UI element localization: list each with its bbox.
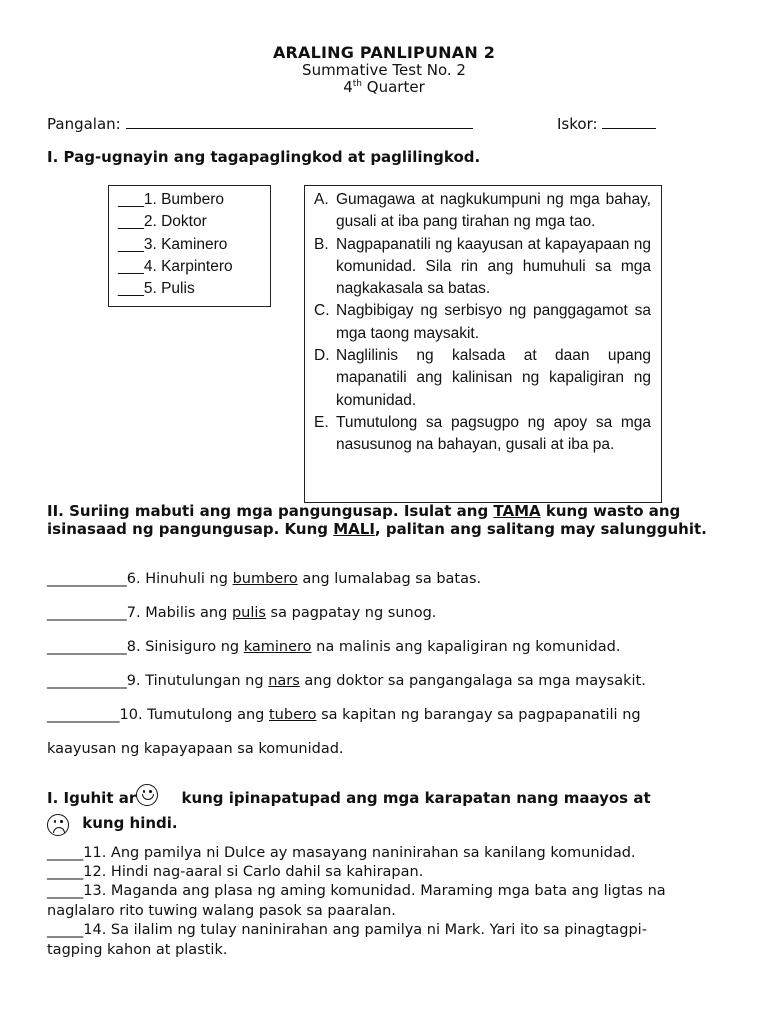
choice-text: Nagbibigay ng serbisyo ng panggagamot sa mga taong maysakit. xyxy=(336,302,651,342)
section2-heading xyxy=(47,503,719,538)
question-text: 10. Tumutulong ang xyxy=(119,707,269,723)
quarter-suffix: th xyxy=(352,79,363,89)
left-item: ___5. Pulis xyxy=(118,280,195,298)
question-13: _____13. Maganda ang plasa ng aming komunidad. Maraming mga bata ang ligtas na xyxy=(47,883,666,899)
underlined-word: nars xyxy=(268,673,300,689)
sad-face-icon xyxy=(47,814,69,836)
choice-letter: D. xyxy=(314,347,330,365)
choice-letter: C. xyxy=(314,302,330,320)
choice-text: Gumagawa at nagkukumpuni ng mga bahay, gusali at iba pang tirahan ng mga tao. xyxy=(336,191,651,231)
mali-word: MALI xyxy=(333,519,375,538)
choice-e xyxy=(314,412,651,457)
answer-blank[interactable]: ___________ xyxy=(47,571,127,587)
question-text: 9. Tinutulungan ng xyxy=(126,673,269,689)
question-text: ang doktor sa pangangalaga sa mga maysakit. xyxy=(299,673,646,689)
left-item: ___1. Bumbero xyxy=(118,191,224,208)
question-text: 7. Mabilis ang xyxy=(126,605,232,621)
answer-blank[interactable]: ___________ xyxy=(47,673,127,689)
section2-heading-a: II. Suriing mabuti ang mga pangungusap. Isulat ang xyxy=(47,502,494,520)
name-field[interactable] xyxy=(126,114,473,129)
section3-heading-b: kung ipinapatupad ang mga karapatan nang maayos at xyxy=(181,789,651,807)
section2-heading-b: kung wasto ang isinasaad ng pangungusap. Kung xyxy=(47,502,681,538)
question-text: na malinis ang kapaligiran ng komunidad. xyxy=(311,639,621,655)
page-title: ARALING PANLIPUNAN 2 xyxy=(272,43,496,62)
question-text: 8. Sinisiguro ng xyxy=(126,639,244,655)
matching-right-box xyxy=(304,185,662,503)
choice-b xyxy=(314,234,651,301)
question-13-continued: naglalaro rito tuwing walang pasok sa paaralan. xyxy=(47,903,396,919)
underlined-word: kaminero xyxy=(243,639,312,655)
quarter-word: Quarter xyxy=(366,78,425,96)
question-10 xyxy=(47,707,641,723)
question-14-continued: tagping kahon at plastik. xyxy=(47,942,228,958)
choice-letter: B. xyxy=(314,235,329,253)
choice-text: Naglilinis ng kalsada at daan upang mapanatili ang kalinisan ng kapaligiran ng komunidad. xyxy=(336,347,651,409)
underlined-word: tubero xyxy=(269,707,317,723)
name-label: Pangalan: xyxy=(47,115,121,133)
question-10-continued: kaayusan ng kapayapaan sa komunidad. xyxy=(47,741,344,757)
left-item: ___4. Karpintero xyxy=(118,257,233,275)
question-text: ang lumalabag sa batas. xyxy=(297,571,482,587)
question-8 xyxy=(47,639,620,655)
underlined-word: pulis xyxy=(231,605,266,621)
section1-heading: I. Pag-ugnayin ang tagapaglingkod at paglilingkod. xyxy=(47,148,481,166)
choice-letter: E. xyxy=(314,413,329,431)
section3-heading-line2 xyxy=(47,810,178,836)
choice-letter: A. xyxy=(314,191,329,208)
name-row xyxy=(47,114,473,133)
choice-a xyxy=(314,189,651,234)
section2-heading-c: , palitan ang salitang may salungguhit. xyxy=(374,519,707,538)
quarter-number: 4 xyxy=(343,78,353,96)
section3-heading-a: I. Iguhit ar xyxy=(47,789,137,807)
score-field[interactable] xyxy=(602,114,656,129)
question-9 xyxy=(47,673,646,689)
section3-heading xyxy=(47,789,651,807)
choice-d xyxy=(314,345,651,412)
quarter-line xyxy=(0,78,768,96)
score-label: Iskor: xyxy=(557,115,598,133)
question-text: 6. Hinuhuli ng xyxy=(126,571,233,587)
left-item: ___3. Kaminero xyxy=(118,235,228,253)
question-6 xyxy=(47,571,481,587)
choice-c xyxy=(314,300,651,345)
answer-blank[interactable]: ___________ xyxy=(47,605,127,621)
smiley-face-icon xyxy=(136,784,158,806)
question-7 xyxy=(47,605,436,621)
subtitle: Summative Test No. 2 xyxy=(302,61,466,79)
score-row xyxy=(557,114,656,133)
question-12: _____12. Hindi nag-aaral si Carlo dahil sa kahirapan. xyxy=(47,864,424,880)
choice-text: Tumutulong sa pagsugpo ng apoy sa mga nasusunog na bahayan, gusali at iba pa. xyxy=(336,413,651,454)
question-text: sa pagpatay ng sunog. xyxy=(265,605,437,621)
question-14: _____14. Sa ilalim ng tulay naninirahan ang pamilya ni Mark. Yari ito sa pinagtagpi- xyxy=(47,922,647,938)
choice-text: Nagpapanatili ng kaayusan at kapayapaan ng komunidad. Sila rin ang humuhuli sa mga nagkakasala sa batas. xyxy=(336,235,651,298)
left-item: ___2. Doktor xyxy=(118,213,207,231)
question-text: sa kapitan ng barangay sa pagpapanatili ng xyxy=(316,707,641,723)
question-11: _____11. Ang pamilya ni Dulce ay masayang naninirahan sa kanilang komunidad. xyxy=(47,845,636,861)
underlined-word: bumbero xyxy=(232,571,298,587)
answer-blank[interactable]: __________ xyxy=(47,707,120,723)
matching-left-box xyxy=(108,185,271,307)
answer-blank[interactable]: ___________ xyxy=(47,639,127,655)
section3-heading-c: kung hindi. xyxy=(82,813,178,832)
tama-word: TAMA xyxy=(493,502,541,520)
